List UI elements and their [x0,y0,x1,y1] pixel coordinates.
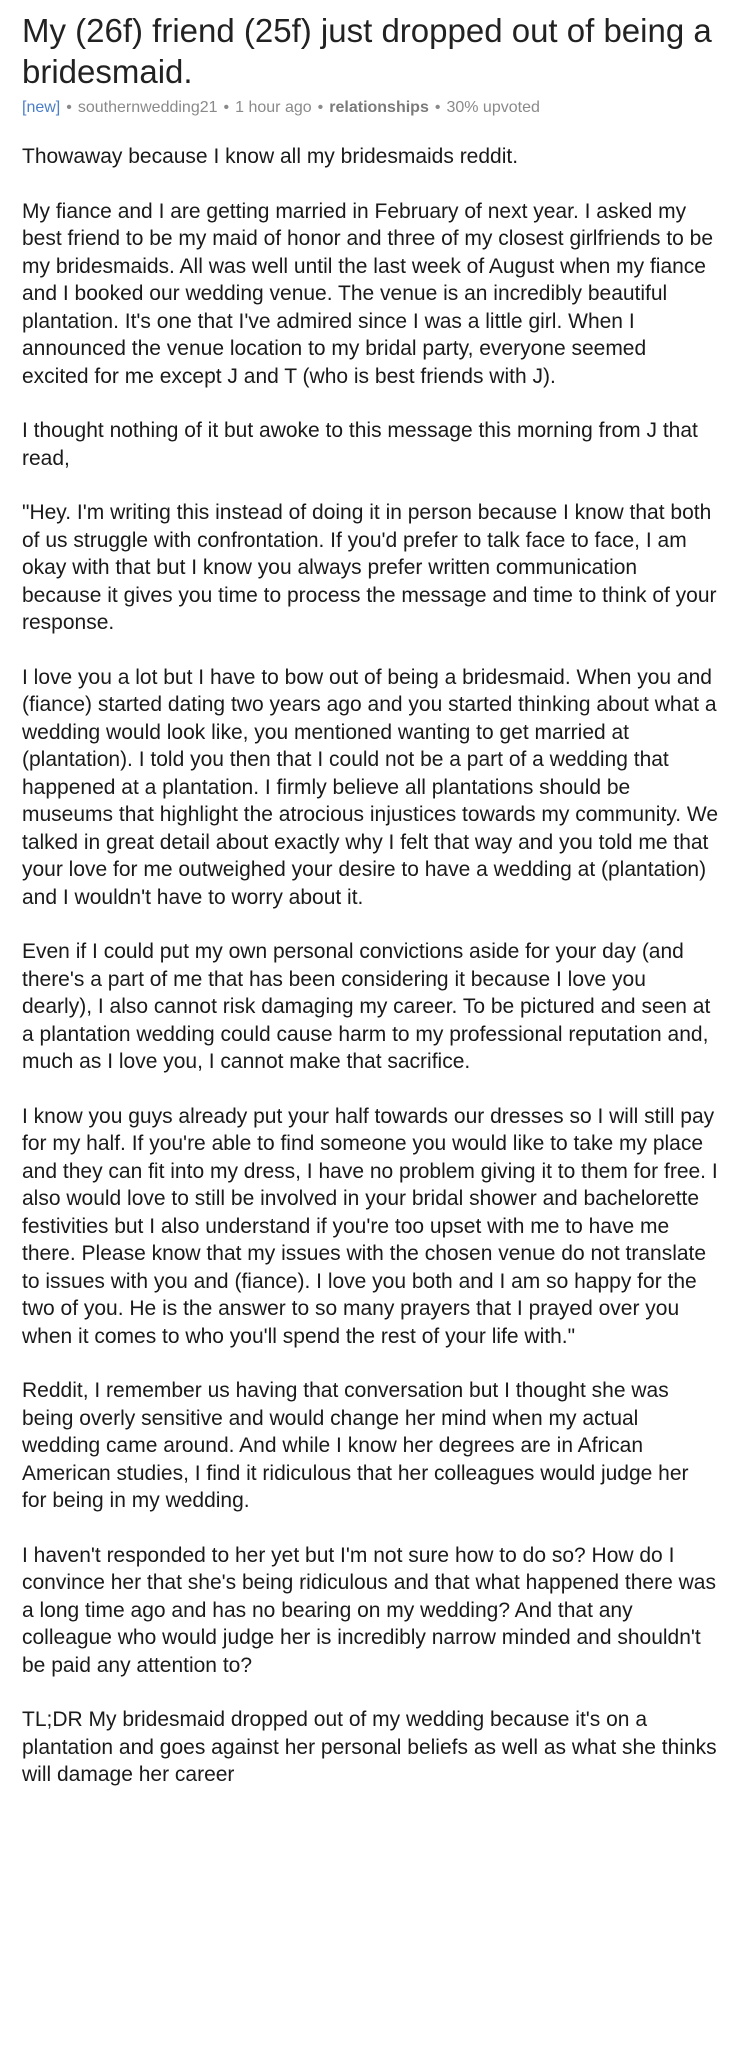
meta-separator: • [317,99,324,116]
post-flair[interactable]: [new] [22,99,61,116]
post-paragraph: My fiance and I are getting married in February of next year. I asked my best friend to be my maid of honor and three of my closest girlfriends to be my bridesmaids. All was well until the last week of August when my fiance and I booked our wedding venue. The venue is an incredibly beautiful plantation. It's one that I've admired since I was a little girl. When I announced the venue location to my bridal party, everyone seemed excited for me except J and T (who is best friends with J). [22,199,714,388]
post-time: 1 hour ago [235,99,312,116]
post-meta [22,97,718,119]
post-paragraph: I love you a lot but I have to bow out of being a bridesmaid. When you and (fiance) started dating two years ago and you started thinking about what a wedding would look like, you mentioned wanting to get married at (plantation). I told you then that I could not be a part of a wedding that happened at a plantation. I firmly believe all plantations should be museums that highlight the atrocious injustices towards my community. We talked in great detail about exactly why I felt that way and you told me that your love for me outweighed your desire to have a wedding at (plantation) and I wouldn't have to worry about it. [22,665,719,909]
post-tldr: TL;DR My bridesmaid dropped out of my wedding because it's on a plantation and goes against her personal beliefs as well as what she thinks will damage her career [22,1708,717,1786]
meta-separator: • [223,99,230,116]
post-paragraph: "Hey. I'm writing this instead of doing it in person because I know that both of us struggle with confrontation. If you'd prefer to talk face to face, I am okay with that but I know you always prefer written communication because it gives you time to process the message and time to think of your response. [22,501,717,634]
post-paragraph: Even if I could put my own personal convictions aside for your day (and there's a part of me that has been considering it because I love you dearly), I also cannot risk damaging my career. To be pictured and seen at a plantation wedding could cause harm to my professional reputation and, much as I love you, I cannot make that sacrifice. [22,940,711,1073]
post-paragraph: Thowaway because I know all my bridesmaids reddit. [22,145,519,168]
post-paragraph: Reddit, I remember us having that conversation but I thought she was being overly sensitive and would change her mind when my actual wedding came around. And while I know her degrees are in African American studies, I find it ridiculous that her colleagues would judge her for being in my wedding. [22,1379,689,1512]
meta-separator: • [434,99,441,116]
post-author[interactable]: southernwedding21 [77,99,218,116]
post-title[interactable]: My (26f) friend (25f) just dropped out of being a bridesmaid. [22,12,712,90]
post-paragraph: I haven't responded to her yet but I'm not sure how to do so? How do I convince her that she's being ridiculous and that what happened there was a long time ago and has no bearing on my wedding? And that any colleague who would judge her is incredibly narrow minded and shouldn't be paid any attention to? [22,1543,716,1677]
post-paragraph: I know you guys already put your half towards our dresses so I will still pay for my half. If you're able to find someone you would like to take my place and they can fit into my dress, I have no problem giving it to them for free. I also would love to still be involved in your bridal shower and bachelorette festivities but I also understand if you're too upset with me to have me there. Please know that my issues with the chosen venue do not translate to issues with you and (fiance). I love you both and I am so happy for the two of you. He is the answer to so many prayers that I prayed over you when it comes to who you'll spend the rest of your life with." [22,1104,718,1348]
meta-separator: • [66,99,72,116]
post-body [22,143,718,1789]
post-upvote-ratio: 30% upvoted [446,99,540,116]
post-subreddit[interactable]: relationships [329,99,429,116]
post-paragraph: I thought nothing of it but awoke to this message this morning from J that read, [22,419,698,470]
